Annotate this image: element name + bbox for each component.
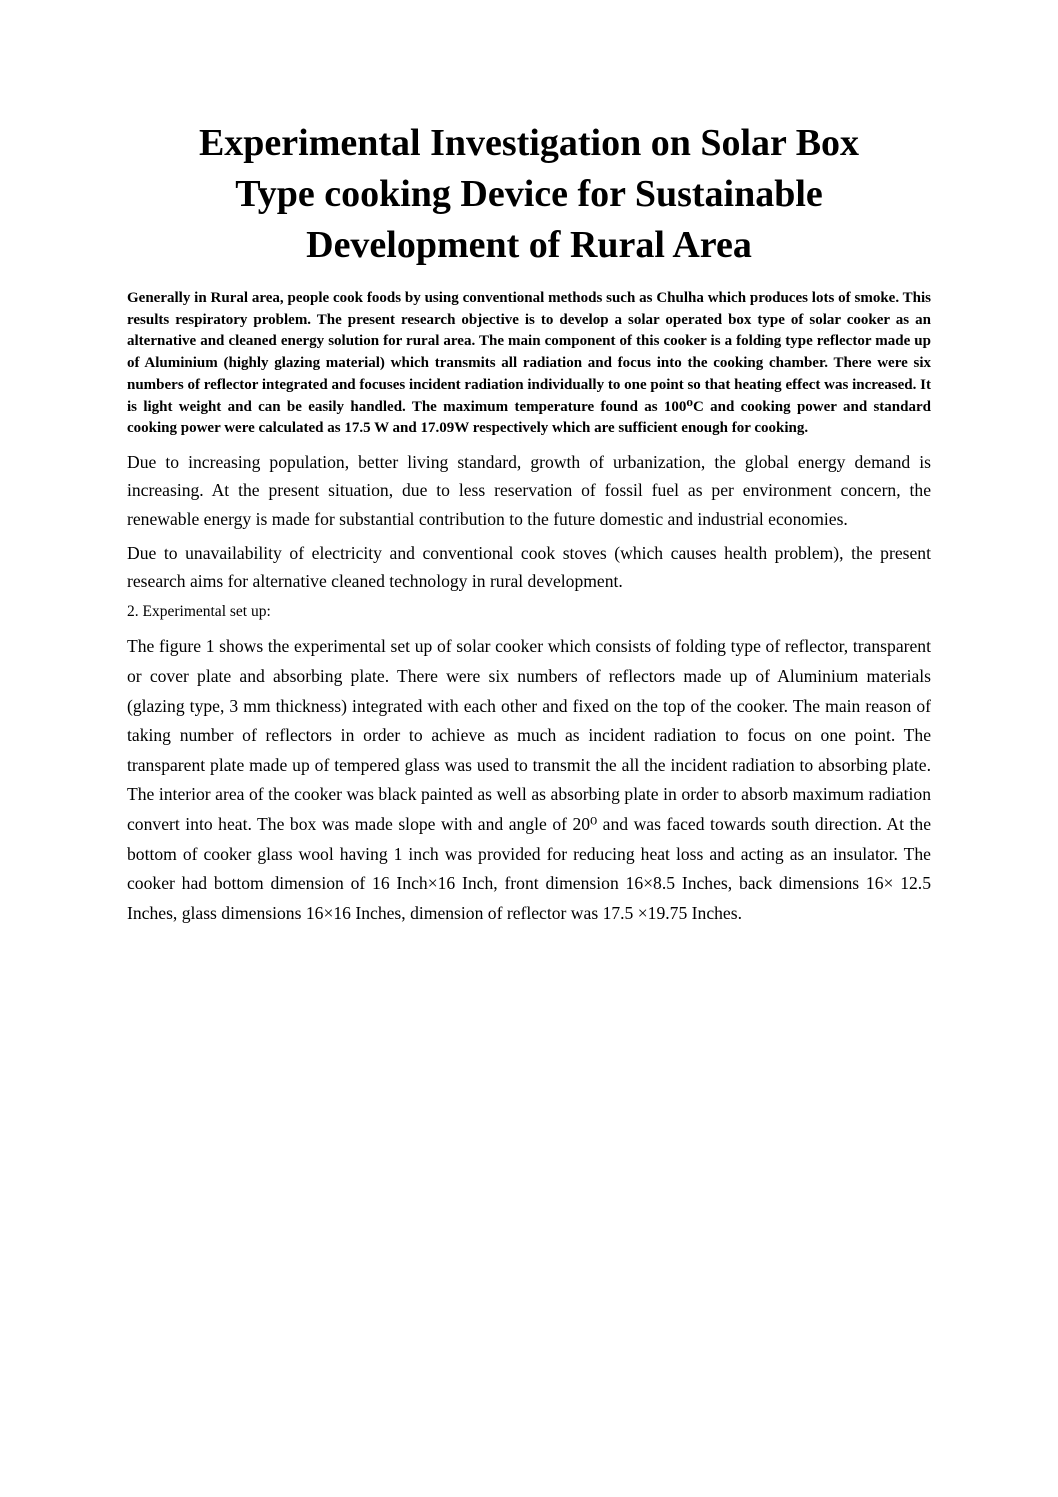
paper-title [127,118,931,271]
paper-title-line-2: Type cooking Device for Sustainable [235,173,823,215]
abstract-paragraph: Generally in Rural area, people cook foods by using conventional methods such as Chulha which produces lots of smoke. This results respiratory problem. The present research objective is to develop a solar operated box type of solar cooker as an alternative and cleaned energy solution for rural area. The main component of this cooker is a folding type reflector made up of Aluminium (highly glazing material) which transmits all radiation and focus into the cooking chamber. There were six numbers of reflector integrated and focuses incident radiation individually to one point so that heating effect was increased. It is light weight and can be easily handled. The maximum temperature found as 100⁰C and cooking power and standard cooking power were calculated as 17.5 W and 17.09W respectively which are sufficient enough for cooking. [127,290,931,437]
experimental-setup-paragraph: The figure 1 shows the experimental set up of solar cooker which consists of folding type of reflector, transparent or cover plate and absorbing plate. There were six numbers of reflectors made up of Aluminium materials (glazing type, 3 mm thickness) integrated with each other and fixed on the top of the cooker. The main reason of taking number of reflectors in order to achieve as much as incident radiation to focus on one point. The transparent plate made up of tempered glass was used to transmit the all the incident radiation to absorbing plate. The interior area of the cooker was black painted as well as absorbing plate in order to absorb maximum radiation convert into heat. The box was made slope with and angle of 20⁰ and was faced towards south direction. At the bottom of cooker glass wool having 1 inch was provided for reducing heat loss and acting as an insulator. The cooker had bottom dimension of 16 Inch×16 Inch, front dimension 16×8.5 Inches, back dimensions 16× 12.5 Inches, glass dimensions 16×16 Inches, dimension of reflector was 17.5 ×19.75 Inches. [127,636,931,923]
paper-title-line-3: Development of Rural Area [306,224,752,266]
intro-paragraph-2: Due to unavailability of electricity and conventional cook stoves (which causes health problem), the present research aims for alternative cleaned technology in rural development. [127,542,931,592]
page-content [127,0,931,928]
intro-paragraph-1: Due to increasing population, better living standard, growth of urbanization, the global energy demand is increasing. At the present situation, due to less reservation of fossil fuel as per environment concern, the renewable energy is made for substantial contribution to the future domestic and industrial economies. [127,451,931,529]
section-heading-experimental-setup: 2. Experimental set up: [127,603,271,621]
paper-title-line-1: Experimental Investigation on Solar Box [198,122,860,164]
